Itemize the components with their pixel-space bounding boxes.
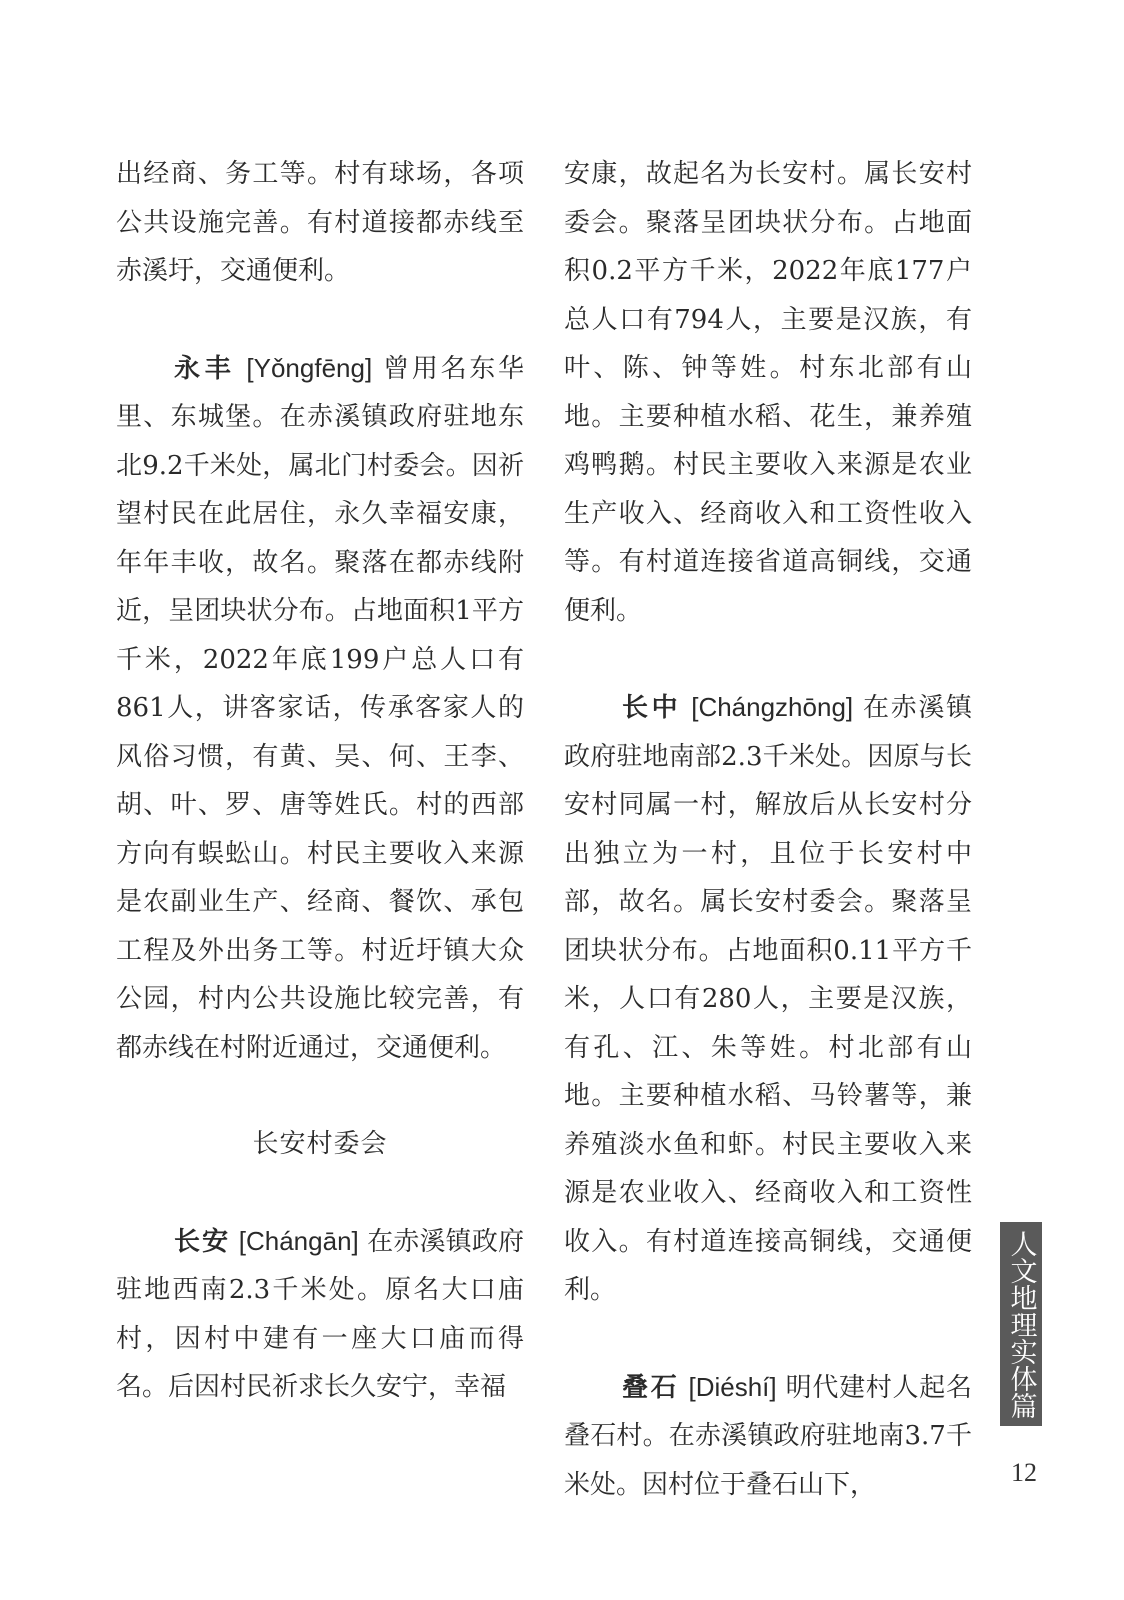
- page-number: 12: [1011, 1458, 1037, 1487]
- entry-yongfeng: [116, 344, 524, 1073]
- chapter-side-tab: 人文地理实体篇: [1000, 1222, 1042, 1426]
- continued-paragraph: 安康，故起名为长安村。属长安村委会。聚落呈团块状分布。占地面积0.2平方千米，2022年底177户总人口有794人，主要是汉族，有叶、陈、钟等姓。村东北部有山地。主要种植水稻、花生，兼养殖鸡鸭鹅。村民主要收入来源是农业生产收入、经商收入和工资性收入等。有村道连接省道高铜线，交通便利。: [564, 159, 972, 626]
- entry-term: 永丰: [174, 353, 236, 384]
- entry-term: 长中: [622, 693, 682, 723]
- continued-paragraph: 出经商、务工等。村有球场，各项公共设施完善。有村道接都赤线至赤溪圩，交通便利。: [116, 159, 524, 286]
- entry-text: 在赤溪镇政府驻地南部2.3千米处。因原与长安村同属一村，解放后从长安村分出独立为一村，且位于长安村中部，故名。属长安村委会。聚落呈团块状分布。占地面积0.11平方千米，人口有280人，主要是汉族，有孔、江、朱等姓。村北部有山地。主要种植水稻、马铃薯等，兼养殖淡水鱼和虾。村民主要收入来源是农业收入、经商收入和工资性收入。有村道连接高铜线，交通便利。: [564, 693, 972, 1305]
- entry-pinyin: [Chángzhōng]: [691, 692, 854, 722]
- entry-changan: [116, 1217, 524, 1412]
- entry-dieshi: [564, 1363, 972, 1510]
- entry-pinyin: [Diéshí]: [688, 1371, 777, 1402]
- entry-pinyin: [Chángān]: [238, 1225, 359, 1256]
- entry-text: 明代建村人起名叠石村。在赤溪镇政府驻地南3.7千米处。因村位于叠石山下，: [564, 1372, 972, 1500]
- right-column: [564, 150, 972, 1509]
- section-heading: 长安村委会: [252, 1129, 388, 1159]
- entry-text: 曾用名东华里、东城堡。在赤溪镇政府驻地东北9.2千米处，属北门村委会。因祈望村民在此居住，永久幸福安康，年年丰收，故名。聚落在都赤线附近，呈团块状分布。占地面积1平方千米，2022年底199户总人口有861人，讲客家话，传承客家人的风俗习惯，有黄、吴、何、王李、胡、叶、罗、唐等姓氏。村的西部方向有蜈蚣山。村民主要收入来源是农副业生产、经商、餐饮、承包工程及外出务工等。村近圩镇大众公园，村内公共设施比较完善，有都赤线在村附近通过，交通便利。: [116, 353, 525, 1063]
- entry-term: 长安: [174, 1226, 231, 1257]
- entry-changzhong: [564, 683, 972, 1315]
- left-column: [116, 150, 524, 1412]
- entry-pinyin: [Yǒngfēng]: [246, 352, 373, 383]
- entry-term: 叠石: [622, 1372, 680, 1403]
- entry-text: 在赤溪镇政府驻地西南2.3千米处。原名大口庙村，因村中建有一座大口庙而得名。后因村民祈求长久安宁，幸福: [116, 1226, 524, 1402]
